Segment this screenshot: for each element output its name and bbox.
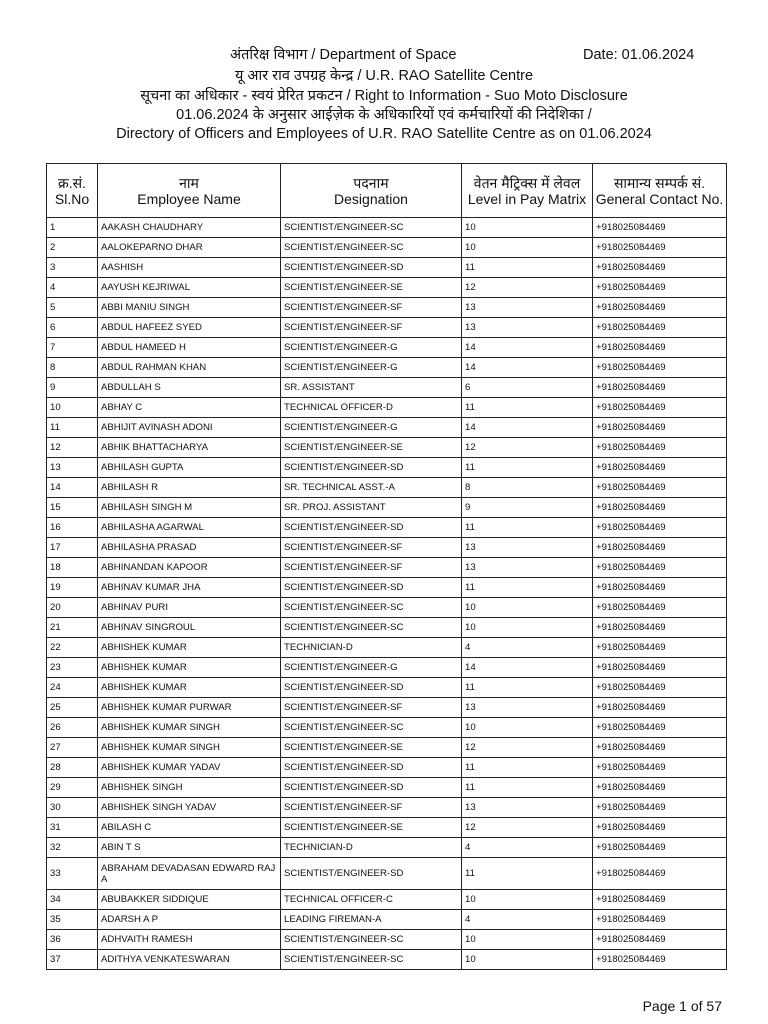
table-row <box>47 458 727 478</box>
cell-slno: 33 <box>47 858 98 890</box>
table-row <box>47 478 727 498</box>
cell-designation: SCIENTIST/ENGINEER-SC <box>281 218 462 238</box>
cell-slno: 20 <box>47 598 98 618</box>
cell-slno: 5 <box>47 298 98 318</box>
cell-designation: SCIENTIST/ENGINEER-SD <box>281 258 462 278</box>
table-row <box>47 858 727 890</box>
cell-pay-level: 11 <box>462 778 593 798</box>
cell-designation: SCIENTIST/ENGINEER-SF <box>281 558 462 578</box>
cell-employee-name: ABHINAV SINGROUL <box>98 618 281 638</box>
column-header-slno-hindi: क्र.सं. <box>58 174 86 191</box>
cell-pay-level: 10 <box>462 890 593 910</box>
cell-contact-number: +918025084469 <box>593 910 727 930</box>
cell-designation: SCIENTIST/ENGINEER-G <box>281 338 462 358</box>
cell-designation: SR. ASSISTANT <box>281 378 462 398</box>
cell-pay-level: 10 <box>462 238 593 258</box>
table-row <box>47 518 727 538</box>
cell-contact-number: +918025084469 <box>593 298 727 318</box>
cell-employee-name: ABHIJIT AVINASH ADONI <box>98 418 281 438</box>
cell-employee-name: ABBI MANIU SINGH <box>98 298 281 318</box>
cell-contact-number: +918025084469 <box>593 858 727 890</box>
table-row <box>47 398 727 418</box>
cell-slno: 21 <box>47 618 98 638</box>
cell-contact-number: +918025084469 <box>593 438 727 458</box>
cell-employee-name: ABDUL HAFEEZ SYED <box>98 318 281 338</box>
table-row <box>47 838 727 858</box>
cell-pay-level: 12 <box>462 738 593 758</box>
cell-employee-name: ABHISHEK KUMAR <box>98 638 281 658</box>
table-row <box>47 618 727 638</box>
table-row <box>47 598 727 618</box>
cell-employee-name: AASHISH <box>98 258 281 278</box>
cell-pay-level: 11 <box>462 398 593 418</box>
cell-contact-number: +918025084469 <box>593 518 727 538</box>
table-row <box>47 718 727 738</box>
cell-employee-name: ABHINAV KUMAR JHA <box>98 578 281 598</box>
cell-employee-name: ABHISHEK SINGH YADAV <box>98 798 281 818</box>
cell-contact-number: +918025084469 <box>593 818 727 838</box>
cell-designation: SR. PROJ. ASSISTANT <box>281 498 462 518</box>
cell-contact-number: +918025084469 <box>593 318 727 338</box>
column-header-name <box>98 164 281 218</box>
cell-contact-number: +918025084469 <box>593 258 727 278</box>
cell-pay-level: 14 <box>462 358 593 378</box>
table-row <box>47 238 727 258</box>
header-line-directory-hindi: 01.06.2024 के अनुसार आईज़ेक के अधिकारियों एवं कर्मचारियों की निदेशिका / <box>176 107 592 123</box>
cell-slno: 34 <box>47 890 98 910</box>
cell-contact-number: +918025084469 <box>593 778 727 798</box>
cell-designation: TECHNICAL OFFICER-D <box>281 398 462 418</box>
department-title: अंतरिक्ष विभाग / Department of Space <box>230 47 457 63</box>
cell-contact-number: +918025084469 <box>593 598 727 618</box>
header-line-rti: सूचना का अधिकार - स्वयं प्रेरित प्रकटन / Right to Information - Suo Moto Disclosure <box>140 88 628 104</box>
table-row <box>47 798 727 818</box>
cell-employee-name: AAKASH CHAUDHARY <box>98 218 281 238</box>
cell-designation: SCIENTIST/ENGINEER-SE <box>281 818 462 838</box>
cell-slno: 22 <box>47 638 98 658</box>
cell-pay-level: 4 <box>462 838 593 858</box>
cell-contact-number: +918025084469 <box>593 930 727 950</box>
cell-contact-number: +918025084469 <box>593 738 727 758</box>
table-row <box>47 218 727 238</box>
cell-slno: 1 <box>47 218 98 238</box>
cell-employee-name: ABHAY C <box>98 398 281 418</box>
cell-designation: TECHNICAL OFFICER-C <box>281 890 462 910</box>
cell-designation: SCIENTIST/ENGINEER-SF <box>281 318 462 338</box>
table-row <box>47 758 727 778</box>
cell-pay-level: 10 <box>462 930 593 950</box>
table-row <box>47 558 727 578</box>
cell-contact-number: +918025084469 <box>593 798 727 818</box>
cell-employee-name: ABHILASH R <box>98 478 281 498</box>
cell-designation: SCIENTIST/ENGINEER-G <box>281 658 462 678</box>
cell-designation: SCIENTIST/ENGINEER-G <box>281 358 462 378</box>
cell-employee-name: ABRAHAM DEVADASAN EDWARD RAJ A <box>98 858 281 890</box>
cell-contact-number: +918025084469 <box>593 618 727 638</box>
cell-slno: 11 <box>47 418 98 438</box>
cell-employee-name: ABHISHEK KUMAR <box>98 678 281 698</box>
cell-pay-level: 12 <box>462 438 593 458</box>
cell-employee-name: ABHISHEK KUMAR YADAV <box>98 758 281 778</box>
cell-contact-number: +918025084469 <box>593 950 727 970</box>
header-line-directory-english: Directory of Officers and Employees of U.R. RAO Satellite Centre as on 01.06.2024 <box>116 126 652 142</box>
cell-contact-number: +918025084469 <box>593 758 727 778</box>
cell-designation: SCIENTIST/ENGINEER-SC <box>281 618 462 638</box>
cell-slno: 10 <box>47 398 98 418</box>
cell-slno: 12 <box>47 438 98 458</box>
table-row <box>47 698 727 718</box>
page-number: Page 1 of 57 <box>642 998 722 1014</box>
cell-pay-level: 13 <box>462 318 593 338</box>
table-row <box>47 678 727 698</box>
header-line-centre: यू आर राव उपग्रह केन्द्र / U.R. RAO Satellite Centre <box>234 68 534 84</box>
cell-slno: 19 <box>47 578 98 598</box>
table-row <box>47 378 727 398</box>
cell-employee-name: ABHISHEK SINGH <box>98 778 281 798</box>
cell-slno: 14 <box>47 478 98 498</box>
cell-contact-number: +918025084469 <box>593 218 727 238</box>
cell-employee-name: AALOKEPARNO DHAR <box>98 238 281 258</box>
cell-pay-level: 12 <box>462 818 593 838</box>
cell-pay-level: 11 <box>462 458 593 478</box>
cell-contact-number: +918025084469 <box>593 358 727 378</box>
cell-pay-level: 10 <box>462 618 593 638</box>
cell-designation: SCIENTIST/ENGINEER-SD <box>281 518 462 538</box>
cell-slno: 6 <box>47 318 98 338</box>
cell-contact-number: +918025084469 <box>593 638 727 658</box>
cell-contact-number: +918025084469 <box>593 658 727 678</box>
column-header-contact <box>593 164 727 218</box>
table-row <box>47 438 727 458</box>
cell-designation: SCIENTIST/ENGINEER-SC <box>281 930 462 950</box>
cell-employee-name: ABDUL HAMEED H <box>98 338 281 358</box>
cell-designation: SCIENTIST/ENGINEER-SC <box>281 598 462 618</box>
table-row <box>47 738 727 758</box>
cell-employee-name: ABHINAV PURI <box>98 598 281 618</box>
cell-pay-level: 10 <box>462 218 593 238</box>
cell-pay-level: 13 <box>462 798 593 818</box>
table-row <box>47 658 727 678</box>
cell-employee-name: ABHINANDAN KAPOOR <box>98 558 281 578</box>
cell-designation: SCIENTIST/ENGINEER-SC <box>281 238 462 258</box>
column-header-slno <box>47 164 98 218</box>
table-row <box>47 278 727 298</box>
table-row <box>47 910 727 930</box>
table-row <box>47 338 727 358</box>
cell-contact-number: +918025084469 <box>593 498 727 518</box>
cell-contact-number: +918025084469 <box>593 378 727 398</box>
table-row <box>47 578 727 598</box>
cell-contact-number: +918025084469 <box>593 458 727 478</box>
cell-slno: 35 <box>47 910 98 930</box>
cell-pay-level: 4 <box>462 910 593 930</box>
cell-employee-name: ABHISHEK KUMAR SINGH <box>98 738 281 758</box>
column-header-level-english: Level in Pay Matrix <box>467 190 587 207</box>
employee-directory-table <box>46 163 727 970</box>
cell-slno: 16 <box>47 518 98 538</box>
cell-designation: SCIENTIST/ENGINEER-SE <box>281 438 462 458</box>
table-row <box>47 318 727 338</box>
cell-slno: 24 <box>47 678 98 698</box>
cell-designation: LEADING FIREMAN-A <box>281 910 462 930</box>
cell-pay-level: 13 <box>462 538 593 558</box>
cell-contact-number: +918025084469 <box>593 398 727 418</box>
cell-slno: 17 <box>47 538 98 558</box>
cell-slno: 18 <box>47 558 98 578</box>
cell-contact-number: +918025084469 <box>593 338 727 358</box>
cell-pay-level: 13 <box>462 698 593 718</box>
cell-employee-name: ABHISHEK KUMAR PURWAR <box>98 698 281 718</box>
cell-employee-name: ABHILASHA PRASAD <box>98 538 281 558</box>
table-row <box>47 298 727 318</box>
cell-pay-level: 14 <box>462 338 593 358</box>
cell-slno: 8 <box>47 358 98 378</box>
table-row <box>47 498 727 518</box>
cell-employee-name: ADARSH A P <box>98 910 281 930</box>
table-row <box>47 258 727 278</box>
cell-contact-number: +918025084469 <box>593 478 727 498</box>
cell-slno: 26 <box>47 718 98 738</box>
cell-employee-name: ABIN T S <box>98 838 281 858</box>
cell-employee-name: ABHIK BHATTACHARYA <box>98 438 281 458</box>
cell-contact-number: +918025084469 <box>593 718 727 738</box>
cell-employee-name: ABHILASH GUPTA <box>98 458 281 478</box>
table-row <box>47 890 727 910</box>
column-header-contact-hindi: सामान्य सम्पर्क सं. <box>613 174 706 191</box>
cell-slno: 23 <box>47 658 98 678</box>
cell-pay-level: 13 <box>462 558 593 578</box>
cell-employee-name: ABHILASH SINGH M <box>98 498 281 518</box>
cell-designation: SCIENTIST/ENGINEER-SD <box>281 758 462 778</box>
cell-designation: SCIENTIST/ENGINEER-SD <box>281 858 462 890</box>
cell-slno: 36 <box>47 930 98 950</box>
cell-slno: 37 <box>47 950 98 970</box>
cell-designation: SCIENTIST/ENGINEER-G <box>281 418 462 438</box>
cell-slno: 30 <box>47 798 98 818</box>
cell-slno: 29 <box>47 778 98 798</box>
cell-pay-level: 8 <box>462 478 593 498</box>
cell-designation: SCIENTIST/ENGINEER-SD <box>281 678 462 698</box>
column-header-designation-english: Designation <box>334 190 408 207</box>
cell-designation: SCIENTIST/ENGINEER-SD <box>281 778 462 798</box>
cell-pay-level: 4 <box>462 638 593 658</box>
cell-pay-level: 11 <box>462 758 593 778</box>
document-date: Date: 01.06.2024 <box>583 47 695 63</box>
cell-contact-number: +918025084469 <box>593 558 727 578</box>
cell-employee-name: ABDUL RAHMAN KHAN <box>98 358 281 378</box>
cell-pay-level: 11 <box>462 578 593 598</box>
cell-slno: 9 <box>47 378 98 398</box>
cell-contact-number: +918025084469 <box>593 578 727 598</box>
column-header-level-hindi: वेतन मैट्रिक्स में लेवल <box>473 174 581 191</box>
cell-designation: SCIENTIST/ENGINEER-SF <box>281 538 462 558</box>
table-row <box>47 538 727 558</box>
table-row <box>47 818 727 838</box>
cell-pay-level: 11 <box>462 518 593 538</box>
column-header-slno-english: Sl.No <box>54 190 90 207</box>
table-row <box>47 778 727 798</box>
cell-designation: SCIENTIST/ENGINEER-SE <box>281 278 462 298</box>
table-row <box>47 638 727 658</box>
cell-employee-name: AAYUSH KEJRIWAL <box>98 278 281 298</box>
column-header-contact-english: General Contact No. <box>595 190 724 207</box>
cell-slno: 15 <box>47 498 98 518</box>
cell-slno: 32 <box>47 838 98 858</box>
cell-pay-level: 14 <box>462 658 593 678</box>
cell-contact-number: +918025084469 <box>593 838 727 858</box>
cell-designation: TECHNICIAN-D <box>281 838 462 858</box>
cell-designation: SCIENTIST/ENGINEER-SC <box>281 950 462 970</box>
cell-employee-name: ABILASH C <box>98 818 281 838</box>
table-row <box>47 930 727 950</box>
cell-slno: 3 <box>47 258 98 278</box>
column-header-name-english: Employee Name <box>137 190 241 207</box>
cell-pay-level: 13 <box>462 298 593 318</box>
cell-slno: 7 <box>47 338 98 358</box>
cell-contact-number: +918025084469 <box>593 538 727 558</box>
cell-pay-level: 10 <box>462 950 593 970</box>
cell-contact-number: +918025084469 <box>593 678 727 698</box>
cell-employee-name: ADHVAITH RAMESH <box>98 930 281 950</box>
cell-pay-level: 10 <box>462 718 593 738</box>
cell-contact-number: +918025084469 <box>593 698 727 718</box>
cell-slno: 25 <box>47 698 98 718</box>
cell-pay-level: 6 <box>462 378 593 398</box>
cell-pay-level: 11 <box>462 858 593 890</box>
cell-pay-level: 9 <box>462 498 593 518</box>
cell-employee-name: ABHISHEK KUMAR <box>98 658 281 678</box>
cell-designation: SCIENTIST/ENGINEER-SC <box>281 718 462 738</box>
cell-designation: SR. TECHNICAL ASST.-A <box>281 478 462 498</box>
cell-slno: 4 <box>47 278 98 298</box>
cell-employee-name: ABDULLAH S <box>98 378 281 398</box>
cell-employee-name: ADITHYA VENKATESWARAN <box>98 950 281 970</box>
cell-designation: SCIENTIST/ENGINEER-SF <box>281 298 462 318</box>
cell-slno: 31 <box>47 818 98 838</box>
cell-designation: SCIENTIST/ENGINEER-SD <box>281 578 462 598</box>
cell-employee-name: ABUBAKKER SIDDIQUE <box>98 890 281 910</box>
column-header-designation-hindi: पदनाम <box>353 174 389 191</box>
cell-designation: SCIENTIST/ENGINEER-SE <box>281 738 462 758</box>
cell-designation: SCIENTIST/ENGINEER-SD <box>281 458 462 478</box>
cell-pay-level: 14 <box>462 418 593 438</box>
cell-slno: 28 <box>47 758 98 778</box>
cell-designation: TECHNICIAN-D <box>281 638 462 658</box>
cell-employee-name: ABHILASHA AGARWAL <box>98 518 281 538</box>
column-header-level <box>462 164 593 218</box>
table-header-row <box>47 164 727 218</box>
cell-pay-level: 12 <box>462 278 593 298</box>
table-row <box>47 950 727 970</box>
column-header-designation <box>281 164 462 218</box>
cell-pay-level: 10 <box>462 598 593 618</box>
cell-slno: 13 <box>47 458 98 478</box>
table-row <box>47 418 727 438</box>
table-body <box>47 218 727 970</box>
cell-contact-number: +918025084469 <box>593 278 727 298</box>
cell-slno: 27 <box>47 738 98 758</box>
cell-designation: SCIENTIST/ENGINEER-SF <box>281 698 462 718</box>
cell-contact-number: +918025084469 <box>593 418 727 438</box>
table-row <box>47 358 727 378</box>
cell-pay-level: 11 <box>462 678 593 698</box>
cell-employee-name: ABHISHEK KUMAR SINGH <box>98 718 281 738</box>
cell-designation: SCIENTIST/ENGINEER-SF <box>281 798 462 818</box>
cell-slno: 2 <box>47 238 98 258</box>
cell-contact-number: +918025084469 <box>593 238 727 258</box>
cell-pay-level: 11 <box>462 258 593 278</box>
cell-contact-number: +918025084469 <box>593 890 727 910</box>
column-header-name-hindi: नाम <box>179 174 199 191</box>
